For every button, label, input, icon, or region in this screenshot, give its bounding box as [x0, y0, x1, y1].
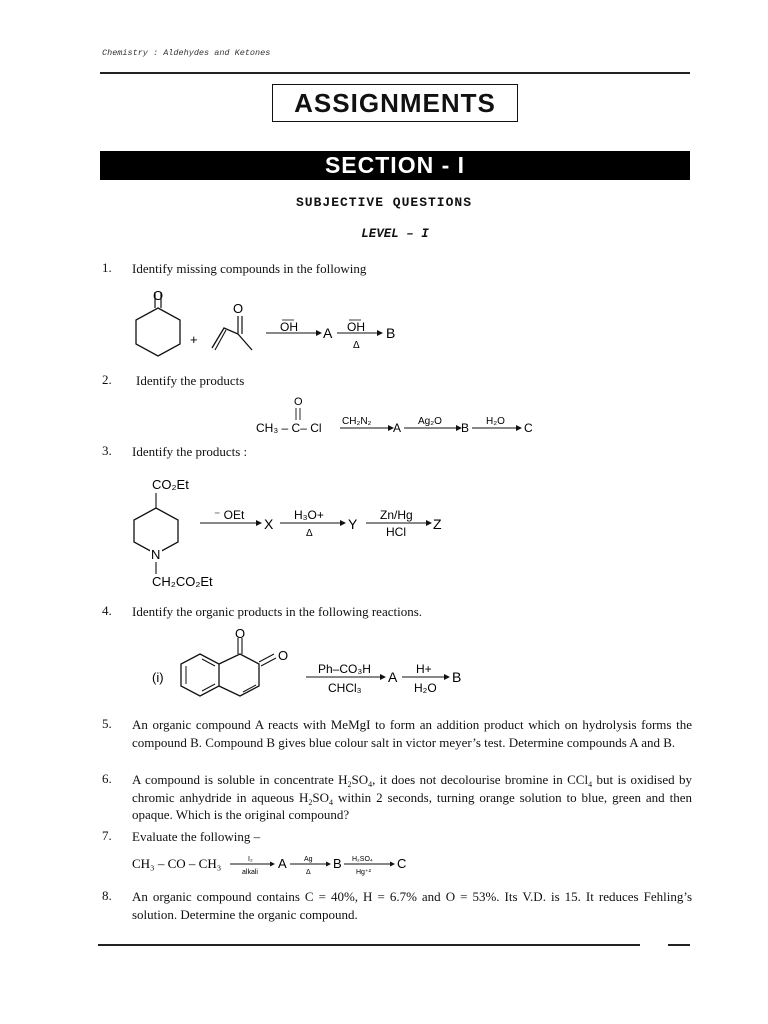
ester-substituent: CO₂Et: [152, 477, 189, 492]
part-label: (i): [152, 670, 164, 685]
product-label: B: [386, 325, 396, 341]
ester-substituent: CH₂CO₂Et: [152, 574, 213, 589]
reagent-label: Ph–CO₃H: [318, 662, 371, 676]
question-number: 2.: [102, 372, 112, 387]
reagent-label: CH₂N₂: [342, 416, 372, 427]
carbonyl-oxygen: O: [235, 626, 246, 641]
question-number: 6.: [102, 771, 112, 786]
reagent-label: OH: [280, 320, 298, 334]
question-text: An organic compound A reacts with MeMgI to form an addition product which on hydrolysis forms the compound B. Compound B gives blue colour salt in victor meyer’s test. Determine compounds A and B.: [132, 717, 692, 750]
reaction-scheme-4: [140, 626, 480, 710]
reaction-scheme-7: [128, 846, 428, 880]
arrow-head: [326, 862, 331, 867]
reagent-label: H₂O: [486, 416, 505, 427]
section-banner: SECTION - I: [100, 151, 690, 180]
arrow-head: [256, 520, 262, 526]
question-text: Identify missing compounds in the following: [132, 261, 367, 276]
question-number: 5.: [102, 716, 112, 731]
arrow-head: [444, 674, 450, 680]
footer-divider-short: [668, 944, 690, 946]
footer-divider: [98, 944, 640, 946]
product-label: A: [388, 669, 398, 685]
reagent-label: alkali: [242, 869, 258, 876]
arrow-head: [380, 674, 386, 680]
aromatic-bond: [202, 659, 215, 666]
arrow-head: [516, 425, 522, 431]
reaction-scheme-1: [120, 284, 420, 368]
header-divider: [100, 72, 690, 74]
level-heading: LEVEL – I: [361, 227, 429, 241]
reagent-label: Δ: [306, 528, 313, 539]
starting-material: CH₃ – C– Cl: [256, 421, 322, 435]
cyclohexanone-ring: [136, 308, 180, 356]
enone-chain: [212, 328, 252, 350]
ring-nitrogen: N: [151, 547, 161, 562]
question-text: Identify the organic products in the following reactions.: [132, 604, 423, 619]
reagent-label: H₃O+: [294, 508, 324, 522]
product-label: A: [323, 325, 333, 341]
product-label: C: [397, 856, 407, 871]
question-number: 8.: [102, 888, 112, 903]
reagent-label: Hg⁺²: [356, 869, 371, 876]
starting-material: CH₃ – CO – CH₃: [132, 856, 222, 871]
product-label: A: [278, 856, 287, 871]
question-text: Identify the products :: [132, 444, 248, 459]
reagent-label: Ag₂O: [418, 416, 442, 427]
running-header: Chemistry : Aldehydes and Ketones: [102, 48, 271, 58]
ketone-oxygen: O: [233, 301, 244, 316]
reagent-label: H₂SO₄: [352, 856, 373, 863]
product-label: C: [524, 421, 533, 435]
aromatic-bond: [202, 684, 215, 691]
product-label: X: [264, 516, 274, 532]
product-label: B: [461, 421, 470, 435]
question-number: 1.: [102, 260, 112, 275]
reagent-label: H+: [416, 662, 432, 676]
ketone-oxygen: O: [153, 288, 164, 303]
product-label: Z: [433, 516, 442, 532]
reaction-scheme-3: [120, 472, 460, 596]
question-text: A compound is soluble in concentrate $H_2SO_4$, it does not decolourise bromine in CCl$_4$ but is oxidised by chromic anhydride in aqueous $H_2SO_4$ within 2 seconds, turning orange solution to blue, green and then opaque. Which is the original compound?: [132, 772, 692, 822]
arrow-head: [270, 862, 275, 867]
arrow-head: [377, 330, 383, 336]
carbonyl-oxygen: O: [294, 396, 303, 408]
reagent-label: CHCl₃: [328, 681, 362, 695]
question-number: 7.: [102, 828, 112, 843]
plus-sign: +: [190, 332, 198, 347]
reagent-label: Δ: [306, 869, 311, 876]
product-label: B: [333, 856, 342, 871]
carbonyl-oxygen: O: [278, 648, 289, 663]
reagent-label: Δ: [353, 340, 360, 351]
reagent-label: Zn/Hg: [380, 508, 413, 522]
reagent-label: Ag: [304, 856, 313, 863]
reagent-label: I₂: [248, 856, 253, 863]
product-label: B: [452, 669, 462, 685]
arrow-head: [390, 862, 395, 867]
product-label: Y: [348, 516, 358, 532]
reaction-scheme-2: [250, 392, 550, 440]
product-label: A: [393, 421, 402, 435]
question-number: 4.: [102, 603, 112, 618]
dione-ring: [219, 654, 259, 696]
arrow-head: [340, 520, 346, 526]
question-text: Evaluate the following –: [132, 829, 261, 844]
question-number: 3.: [102, 443, 112, 458]
benzene-ring: [181, 654, 219, 696]
question-text: Identify the products: [136, 373, 245, 388]
arrow-head: [316, 330, 322, 336]
question-text: An organic compound contains C = 40%, H = 6.7% and O = 53%. Its V.D. is 15. It reduces Fehling’s solution. Determine the organic compound.: [132, 889, 692, 922]
reagent-label: HCl: [386, 525, 406, 539]
arrow-head: [426, 520, 432, 526]
reagent-label: OH: [347, 320, 365, 334]
subheading: SUBJECTIVE QUESTIONS: [295, 195, 473, 210]
page-title: ASSIGNMENTS: [272, 84, 518, 122]
reagent-label: H₂O: [414, 681, 437, 695]
reagent-label: ⁻ OEt: [214, 508, 245, 522]
